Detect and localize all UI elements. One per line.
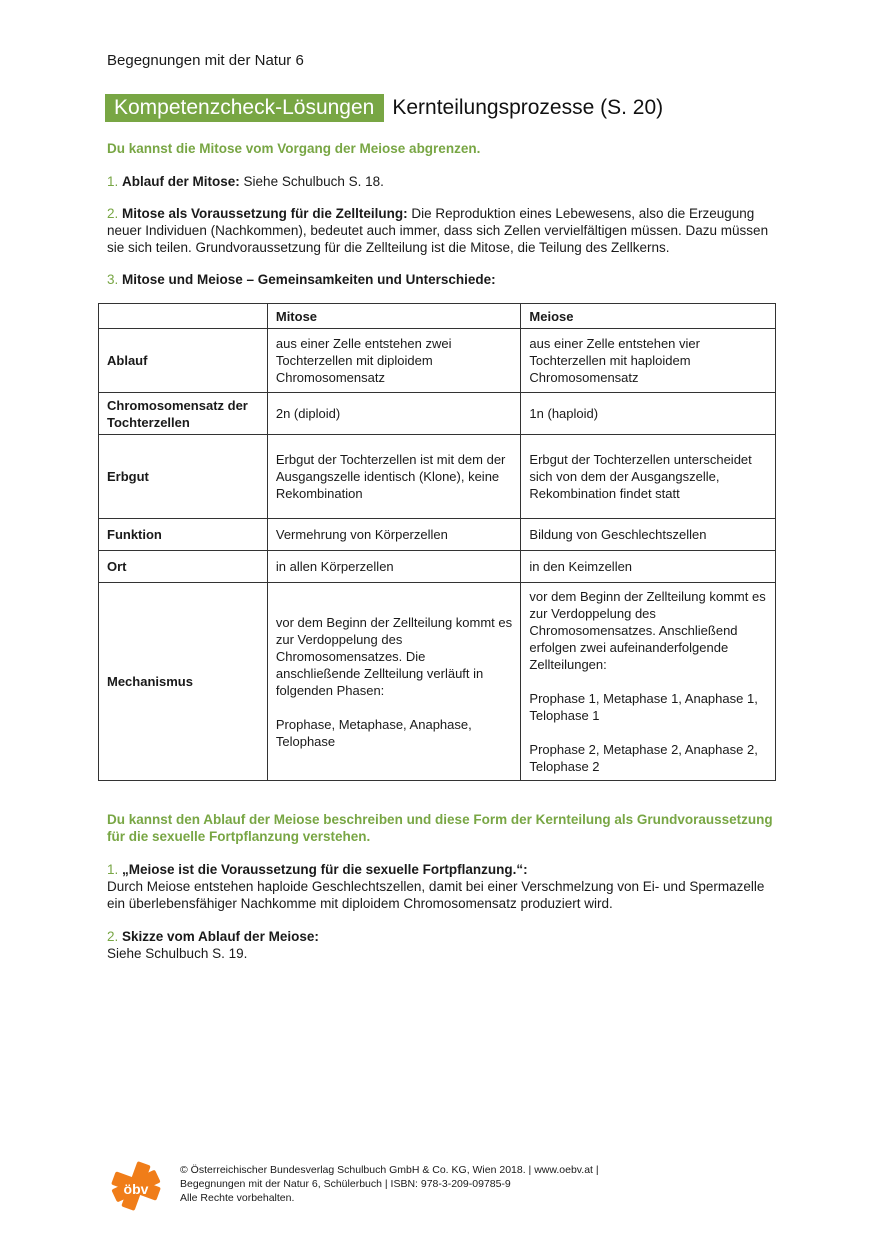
section1-q1	[107, 173, 777, 190]
footer-line3: Alle Rechte vorbehalten.	[180, 1192, 295, 1204]
cell-text: aus einer Zelle entstehen vier Tochterzellen mit haploidem Chromosomensatz	[529, 336, 700, 385]
cell-text: Erbgut der Tochterzellen ist mit dem der Ausgangszelle identisch (Klone), keine Rekombination	[275, 452, 506, 501]
cell-mitose	[267, 435, 521, 519]
comparison-table	[98, 303, 776, 781]
cell-meiose	[521, 519, 776, 551]
row-label: Chromosomensatz der Tochterzellen	[99, 393, 268, 435]
table-row	[99, 583, 776, 781]
cell-mitose	[267, 551, 521, 583]
cell-meiose	[521, 551, 776, 583]
cell-text: vor dem Beginn der Zellteilung kommt es zur Verdoppelung des Chromosomensatzes. Anschließend erfolgen zwei aufeinanderfolgende Zellteilungen:	[529, 589, 766, 672]
s2-q2-text: Siehe Schulbuch S. 19.	[107, 946, 248, 961]
cell-meiose	[521, 435, 776, 519]
q2-label: Mitose als Voraussetzung für die Zellteilung:	[122, 206, 408, 221]
logo-text: öbv	[123, 1181, 149, 1197]
section2-heading: Du kannst den Ablauf der Meiose beschreiben und diese Form der Kernteilung als Grundvoraussetzung für die sexuelle Fortpflanzung verstehen.	[107, 812, 773, 844]
table-header-cell	[99, 304, 268, 329]
footer-line2: Begegnungen mit der Natur 6, Schülerbuch | ISBN: 978-3-209-09785-9	[180, 1178, 511, 1190]
cell-text: in den Keimzellen	[529, 559, 633, 574]
q1-text: Siehe Schulbuch S. 18.	[239, 174, 384, 189]
table-header-cell: Meiose	[521, 304, 776, 329]
page-title: Kernteilungsprozesse (S. 20)	[392, 96, 664, 119]
table-row	[99, 519, 776, 551]
cell-mitose	[267, 519, 521, 551]
section2-q1	[107, 861, 777, 912]
cell-text: in allen Körperzellen	[275, 559, 394, 574]
row-label: Ablauf	[99, 329, 268, 393]
cell-mitose	[267, 393, 521, 435]
s2-q1-number: 1.	[107, 862, 119, 877]
table-header-row	[99, 304, 776, 329]
table-row	[99, 329, 776, 393]
cell-text: 2n (diploid)	[275, 406, 341, 421]
table-row	[99, 393, 776, 435]
q1-number: 1.	[107, 174, 119, 189]
q2-text: Die Reproduktion eines Lebewesens, also die Erzeugung neuer Individuen (Nachkommen), bedeutet auch immer, dass sich Zellen vervielfältigen müssen. Dazu müssen sie sich teilen. Grundvoraussetzung für die Zellteilung ist die Mitose, die Teilung des Zellkerns.	[107, 206, 769, 255]
table-header-cell: Mitose	[267, 304, 521, 329]
section2-q2	[107, 928, 777, 962]
cell-mitose	[267, 329, 521, 393]
cell-text: aus einer Zelle entstehen zwei Tochterzellen mit diploidem Chromosomensatz	[275, 336, 452, 385]
s2-q1-label: „Meiose ist die Voraussetzung für die sexuelle Fortpflanzung.“:	[122, 862, 528, 877]
section1-q2	[107, 205, 777, 256]
cell-text: Erbgut der Tochterzellen unterscheidet sich von dem der Ausgangszelle, Rekombination findet statt	[529, 452, 752, 501]
cell-text: Prophase, Metaphase, Anaphase, Telophase	[275, 716, 472, 749]
table-row	[99, 435, 776, 519]
row-label: Erbgut	[99, 435, 268, 519]
cell-text: 1n (haploid)	[529, 406, 599, 421]
s2-q2-label: Skizze vom Ablauf der Meiose:	[122, 929, 319, 944]
cell-text: Vermehrung von Körperzellen	[275, 527, 448, 542]
cell-text: vor dem Beginn der Zellteilung kommt es zur Verdoppelung des Chromosomensatzes. Die anschließende Zellteilung verläuft in folgenden Phasen:	[275, 614, 513, 698]
q3-number: 3.	[107, 272, 119, 287]
row-label: Funktion	[99, 519, 268, 551]
cell-text: Bildung von Geschlechtszellen	[529, 527, 707, 542]
title-badge: Kompetenzcheck-Lösungen	[105, 94, 384, 122]
book-title: Begegnungen mit der Natur 6	[107, 52, 304, 69]
cell-meiose	[521, 329, 776, 393]
table-row	[99, 551, 776, 583]
cell-text: Prophase 1, Metaphase 1, Anaphase 1, Telophase 1	[529, 691, 758, 723]
cell-meiose	[521, 393, 776, 435]
s2-q1-text: Durch Meiose entstehen haploide Geschlechtszellen, damit bei einer Verschmelzung von Ei- und Spermazelle ein überlebensfähiger Nachkomme mit diploidem Chromosomensatz produziert wird.	[107, 879, 765, 911]
cell-meiose	[521, 583, 776, 781]
cell-mitose	[267, 583, 521, 781]
section1-q3	[107, 271, 777, 288]
q3-label: Mitose und Meiose – Gemeinsamkeiten und Unterschiede:	[122, 272, 496, 287]
q2-number: 2.	[107, 206, 119, 221]
row-label: Ort	[99, 551, 268, 583]
cell-text: Prophase 2, Metaphase 2, Anaphase 2, Telophase 2	[529, 742, 758, 774]
footer	[180, 1163, 599, 1205]
section1-heading: Du kannst die Mitose vom Vorgang der Meiose abgrenzen.	[107, 141, 481, 156]
q1-label: Ablauf der Mitose:	[122, 174, 240, 189]
oebv-logo	[110, 1160, 162, 1212]
title-row	[105, 94, 663, 122]
row-label: Mechanismus	[99, 583, 268, 781]
s2-q2-number: 2.	[107, 929, 119, 944]
footer-line1: © Österreichischer Bundesverlag Schulbuch GmbH & Co. KG, Wien 2018. | www.oebv.at |	[180, 1164, 599, 1176]
